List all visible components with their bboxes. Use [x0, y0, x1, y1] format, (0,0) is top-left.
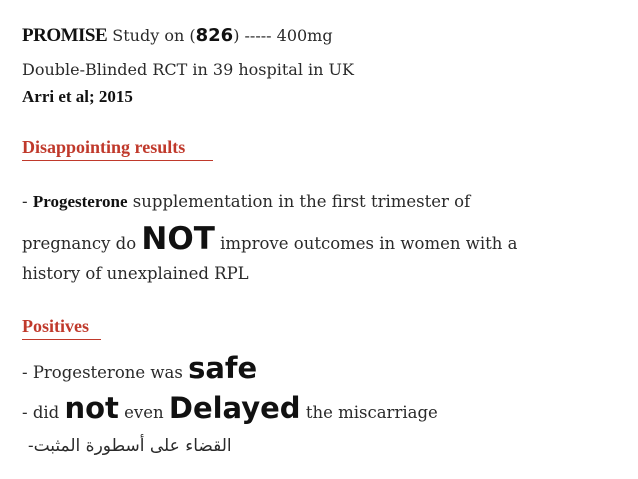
not-emphasis: NOT — [141, 221, 215, 257]
positive-item-3-dash: - — [28, 436, 34, 455]
bullet-dash: - — [22, 192, 33, 211]
arabic-text: القضاء على أسطورة المثبت — [33, 436, 232, 456]
finding-line-1-rest: supplementation in the first trimester of — [127, 192, 471, 211]
finding-line-2 — [22, 221, 518, 257]
finding-line-3: history of unexplained RPL — [22, 264, 249, 283]
finding-line-2-pre: pregnancy do — [22, 234, 142, 253]
heading-underline — [22, 339, 101, 340]
dose-text: ) ----- 400mg — [233, 26, 333, 45]
positive-item-2-pre: - did — [22, 403, 65, 422]
section-heading-disappointing: Disappointing results — [22, 137, 186, 157]
positive-item-1 — [22, 351, 258, 385]
finding-line-2-post: improve outcomes in women with a — [214, 234, 518, 253]
study-name: PROMISE — [22, 25, 108, 46]
progesterone-bold: Progesterone — [32, 192, 128, 211]
study-on-text: Study on ( — [112, 26, 196, 45]
study-design-line: Double-Blinded RCT in 39 hospital in UK — [22, 60, 354, 79]
participant-count: 826 — [195, 25, 234, 46]
positive-item-2-post: the miscarriage — [300, 403, 438, 422]
section-heading-positives: Positives — [22, 316, 89, 336]
positive-item-3 — [28, 438, 232, 455]
citation: Arri et al; 2015 — [22, 87, 133, 106]
not-emphasis-2: not — [64, 391, 119, 425]
positive-item-1-pre: - Progesterone was — [22, 363, 189, 382]
safe-emphasis: safe — [188, 351, 258, 385]
positive-item-2 — [22, 391, 438, 425]
heading-underline — [22, 160, 213, 161]
delayed-emphasis: Delayed — [168, 391, 301, 425]
title-line — [22, 26, 333, 45]
positive-item-2-mid: even — [118, 403, 169, 422]
finding-line-1 — [22, 193, 470, 211]
